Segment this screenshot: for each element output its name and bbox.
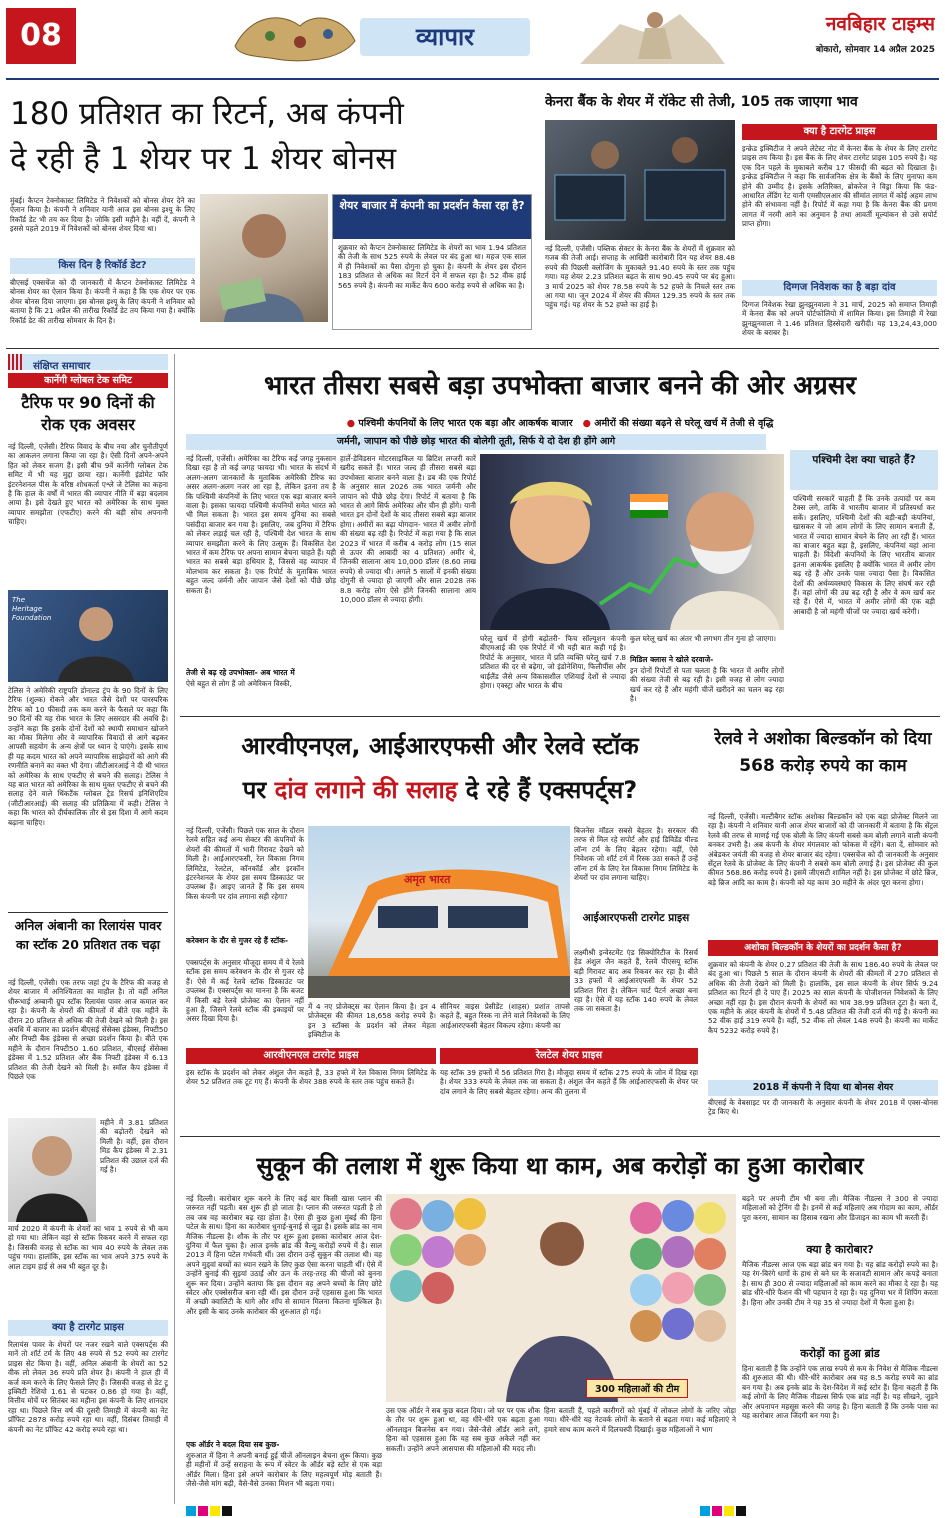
ashoka-body: नई दिल्ली, एजेंसी। मल्टीबैगर स्टॉक अशोका बिल्डकॉन को एक बड़ा प्रोजेक्ट मिलने जा रहा है। कंपनी ने शनिवार यानी आज शेयर बाजारों को दी जानकारी में बताया है कि सेंट्रल रेलवे की तरफ से माणई गई एक बोली के लिए कंपनी सबसे कम बोली लगाने वाली कंपनी बनकर उभरी है। अब कंपनी के शेयर मंगलवार को फोकस में रहेंगे। बता दें, सोमवार को अंबेडकर जयंती की वजह से शेयर बाजार बंद रहेगा। एक्सचेंज को दी जानकारी के अनुसार सेंट्रल रेलवे के प्रोजेक्ट के लिए कंपनी ने सबसे कम बोली लगाई है। इस प्रोजेक्ट की कुल कीमत 568.86 करोड़ रुपये है। इसमें जीएसटी शामिल नहीं है। इस प्रोजेक्ट में छोटे ब्रिज, बड़े ब्रिज आदि का काम है। कंपनी को यह काम 30 महीने के अंदर पूरा करना होगा। <box>708 812 938 887</box>
dateline: बोकारो, सोमवार 14 अप्रैल 2025 <box>815 45 935 55</box>
irfc-head: आईआरएफसी टारगेट प्राइस <box>582 912 690 924</box>
bonus-body2: बीएसई एक्सचेंज को दी जानकारी में कैप्टन टेक्नोकास्ट लिमिटेड ने बोनस शेयर का ऐलान किया है। कंपनी ने कहा है कि एक शेयर पर एक शेयर बोनस दिया जाएगा। इस बोनस इश्यू के लिए कंपनी ने शनिवार को बताया है कि 21 अप्रैल की तारीख रिकॉर्ड डेट तय किया गया है। क्योंकि रिकॉर्ड डेट की तारीख सोमवार के दिन है। <box>10 278 195 325</box>
bonus-headline-line1: 180 प्रतिशत का रिटर्न, अब कंपनी <box>10 96 404 132</box>
ashoka-headline: रेलवे ने अशोका बिल्डकॉन को दिया 568 करोड़ रुपये का काम <box>714 729 932 776</box>
rail-body2: में 4 नए प्रोजेक्ट्स का ऐलान किया है। इन 4 प्रोजेक्ट्स की कीमत 18,658 करोड़ रुपये है। इन 3 स्टॉक्स के प्रदर्शन को लेकर मेहता इक्विटीज के <box>308 1002 436 1040</box>
anil-body3: मार्च 2020 में कंपनी के शेयरों का भाव 1 रुपये से भी कम हो गया था। लेकिन वहां से स्टॉक रिकवर करने में सफल रहा है। जिसकी वजह से स्टॉक का भाव 40 रुपये के लेवल तक पहुंच गया। हालांकि, इस स्टॉक का भाव अपने 375 रुपये के आल टाइम हाई से अब भी बहुत दूर है। <box>8 1224 168 1271</box>
canara-headline: केनरा बैंक के शेयर में रॉकेट सी तेजी, 105 तक जाएगा भाव <box>545 94 858 110</box>
tellis-photo-caption: The Heritage Foundation <box>12 596 52 622</box>
bonus-photo <box>200 194 328 322</box>
rail-headline <box>180 724 700 820</box>
canara-body: नई दिल्ली, एजेंसी। पब्लिक सेक्टर के केनरा बैंक के शेयरों में शुक्रवार को गजब की तेजी आई। सप्ताह के आखिरी कारोबारी दिन यह शेयर 88.48 रुपये की पिछली क्लोजिंग के मुकाबले 91.40 रुपये के स्तर तक पहुंच गया। यह शेयर 2.23 प्रतिशत बढ़त के साथ 90.45 रुपये पर बंद हुआ। 3 मार्च 2025 को शेयर 78.58 रुपये के 52 हफ्ते के निचले स्तर तक आ गया था। जून 2024 में शेयर की कीमत 129.35 रुपये के स्तर तक पहुंच गई। यह शेयर के 52 हफ्ते का हाई है। <box>545 244 735 310</box>
yarn-photo <box>386 1194 736 1402</box>
sukoon-crore-head: करोड़ों का हुआ ब्रांड <box>800 1347 880 1360</box>
consumer-headline: भारत तीसरा सबसे बड़ा उपभोक्ता बाजार बनने की ओर अग्रसर <box>263 371 857 401</box>
anil-body2: महीने में 3.81 प्रतिशत की बढ़ोतरी देखने को मिली है। वहीं, इस दौरान मिड कैप इंडेक्स में 2.31 प्रतिशत की उछाल दर्ज की गई है। <box>100 1118 168 1175</box>
canara-investor-body: दिग्गज निवेशक रेखा झुनझुनवाला ने 31 मार्च, 2025 को समाप्त तिमाही में केनरा बैंक को अपने पोर्टफोलियो में शामिल किया। इस तिमाही में रेखा झुनझुनवाला ने 1.46 प्रतिशत हिस्सेदारी खरीदी। यह 13,24,43,000 शेयर के बराबर है। <box>742 300 937 338</box>
consumer-body3: घरेलू खर्च में होगी बढ़ोतरी- फिच सॉल्यूशन कंपनी बीएमआई की एक रिपोर्ट में भी यही बात कही गई है। रिपोर्ट के अनुसार, भारत में प्रति व्यक्ति घरेलू खर्च 7.8 प्रतिशत की दर से बढ़ेगा, जो इंडोनेशिया, फिलीपींस और थाईलैंड जैसे अन्य विकासशील एशियाई देशों से ज्यादा होगा। एक्स्ट्रा और भारत के बीच <box>480 634 626 691</box>
masthead-rule <box>6 78 939 80</box>
rail-rule <box>180 1136 940 1137</box>
train-label: अमृत भारत <box>404 873 451 886</box>
consumer-rule <box>180 716 940 717</box>
sukoon-body1b: शुरुआत में हिना ने अपनी बनाई हुई चीजें ऑनलाइन बेचना शुरू किया। कुछ ही महीनों में उन्हें सराहना के रूप में स्वेटर के ऑर्डर बड़े स्टोर से एक बड़ा ऑर्डर मिला। हिना इसे अपने कारोबार के लिए महत्वपूर्ण मोड़ बताती हैं। जैसे-जैसे मांग बढ़ी, वैसे-वैसे उनका मिशन भी बढ़ता गया। <box>186 1451 382 1489</box>
ashoka-perf-body: शुक्रवार को कंपनी के शेयर 0.27 प्रतिशत की तेजी के साथ 186.40 रुपये के लेवल पर बंद हुआ था। पिछले 5 साल के दौरान कंपनी के शेयरों की कीमतों में 270 प्रतिशत से अधिक की तेजी देखने को मिली है। हालांकि, इस साल कंपनी के शेयर सिर्फ 9.24 प्रतिशत का रिटर्न ही दे पाए हैं। 2025 का साल कंपनी के पोजीशनल निवेशकों के लिए अच्छा नहीं रहा है। इस दौरान कंपनी के शेयरों का भाव 38.99 प्रतिशत टूटा है। बता दें, एक महीने के अंदर कंपनी के शेयरों में 5.48 प्रतिशत की तेजी दर्ज की गई है। कंपनी का 52 वीक हाई 319 रुपये है। वहीं, 52 वीक लो लेवल 148 रुपये है। कंपनी का मार्केट कैप 5232 करोड़ रुपये है। <box>708 960 938 1035</box>
western-head: पश्चिमी देश क्या चाहते हैं? <box>790 450 938 490</box>
tariff-headline: टैरिफ पर 90 दिनों की रोक एक अवसर <box>21 393 155 434</box>
train-photo <box>308 826 570 998</box>
sukoon-body4: बढ़ने पर अपनी टीम भी बना ली। मैजिक नीडल्स ने 300 से ज्यादा महिलाओं को ट्रेनिंग दी है। इनमें से कई महिलाएं अब गोदाम का काम, ऑर्डर पूरा करना, सामान का हिसाब रखना और डिजाइन का काम भी करती हैं। <box>742 1194 938 1222</box>
bonus-box <box>332 194 532 330</box>
tellis-photo <box>8 590 168 682</box>
anil-photo <box>8 1118 96 1222</box>
rail-body1b: एक्सपर्ट्स के अनुसार मौजूदा समय में ये रेलवे स्टॉक इस समय करेक्शन के दौर से गुजर रहे हैं। ऐसे में कई रेलवे स्टॉक डिस्काउंट पर उपलब्ध हैं। एक्सपर्ट्स का मानना है कि बजट में किसी बड़े रेलवे प्रोजेक्ट का ऐलान नहीं हुआ है, जिसने रेलवे स्टॉक की इकाइयों पर असर दिखा दिया है। <box>186 958 304 1024</box>
bonus-headline <box>10 92 530 190</box>
canara-target-head: क्या है टारगेट प्राइस <box>742 124 937 140</box>
bonus-box-title: शेयर बाजार में कंपनी का प्रदर्शन कैसा रहा है? <box>333 195 531 239</box>
consumer-body1b: ऐसे बहुत से लोग हैं जो अमेरिकन विस्की, <box>186 679 292 688</box>
sukoon-body1: नई दिल्ली। कारोबार शुरू करने के लिए कई बार किसी खास प्लान की जरूरत नहीं पड़ती। बस शुरू ही हो जाता है। प्लान की जरूरत पड़ती है तो तब जब वह कारोबार बढ़ रहा होता है। ऐसा ही कुछ हुआ मुंबई की हिना पटेल के साथ। हिना का कारोबार धुनाई-बुनाई से जुड़ा है। इसके ब्रांड का नाम मैजिक नीडल्स है। शौक के तौर पर शुरू हुआ इसका कारोबार आज देश-दुनिया में फैल चुका है। आज इनके ब्रांड की वैल्यू करोड़ों रुपये में है। साल 2013 में हिना पटेल गर्भवती थीं। उस दौरान उन्हें सुकून की तलाश थी। वह अपने मुड्वां बच्चों का ध्यान रखने के लिए कुछ ऐसा करना चाहती थीं। ऐसे में उन्होंने बुनाई की सुइयां उठाईं और ऊन के तरह-तरह की चीजों को बुनना शुरू कर दिया। उन्होंने बताया कि इस दौरान वह अपने बच्चों के लिए छोटे स्वेटर और एक्सेसरीज बना रही थीं। इस दौरान उन्हें एहसास हुआ कि भारत में अच्छी क्वालिटी के धागे और शाॅप से सामान मिलना कितना मुश्किल है। और इसी के बाद उनके कारोबार की शुरुआत हो गई। <box>186 1194 382 1316</box>
railtel-body: यह स्टॉक 39 हफ्तों में 56 प्रतिशत गिरा है। मौजूदा समय में स्टॉक 275 रुपये के जोन में दिख रहा है। शेयर 333 रुपये के लेवल तक जा सकता है। अंशुल जैन कहते हैं कि आईआरएफसी के शेयर पर दांव लगाने के लिए सबसे बेहतर रहेगा। अन्य की तुलना में <box>440 1068 698 1096</box>
rail-body4: बिजनेस मॉडल सबसे बेहतर है। सरकार की तरफ से मिल रहे सपोर्ट और हाई डिविडेंड यील्ड लॉन्ग टर्म के लिए बेहतर रहेगा। वहीं, ऐसे निवेशक जो शॉर्ट टर्म में रिस्क उठा सकते हैं उन्हें लॉन्ग टर्म के लिए रेल विकास निगम लिमिटेड के शेयरों पर दांव लगाना चाहिए। <box>574 826 698 883</box>
paper-name: नवबिहार टाइम्स <box>825 13 935 35</box>
masthead-map-art <box>230 6 360 68</box>
consumer-bullet-2: अमीरों की संख्या बढ़ने से घरेलू खर्च में तेजी से वृद्धि <box>594 418 774 429</box>
railtel-head: रेलटेल शेयर प्राइस <box>440 1048 698 1064</box>
ashoka-perf-head: अशोका बिल्डकॉन के शेयरों का प्रदर्शन कैसा है? <box>708 940 938 956</box>
rail-body1-head: करेक्शन के दौर से गुजर रहे हैं स्टॉक- <box>186 936 288 945</box>
sukoon-headline: सुकून की तलाश में शुरू किया था काम, अब करोड़ों का हुआ कारोबार <box>256 1152 864 1180</box>
sukoon-what-body: मैजिक नीडल्स आज एक बड़ा ब्रांड बन गया है। यह ब्रांड करोड़ों रुपये का है। यह रंग-बिरंगे धागों के हाथ से बने घर के सजावटी सामान और कपड़े बनाता है। साथ ही 300 से ज्यादा महिलाओं को काम करने का मौका दे रहा है। यह ब्रांड धीरे-धीरे फैशन की भी पहचान दे रहा है। यह दुनिया भर में शिपिंग करता है। हिना और उनकी टीम ने यह 35 से ज्यादा देशों में फैला हुआ है। <box>742 1260 938 1307</box>
bonus-body: मुंबई। कैप्टन टेक्नोकास्ट लिमिटेड ने निवेशकों को बोनस शेयर देने का ऐलान किया है। कंपनी ने शनिवार यानी आज इस बोनस इश्यू के लिए रिकॉर्ड डेट भी तय कर दिया है। जोकि इसी महीने है। वहीं दें, कंपनी ने इससे पहले 2019 में निवेशकों को बोनस शेयर दिया था। <box>10 196 195 234</box>
rail-headline-post: दे रहे हैं एक्सपर्ट्स? <box>457 776 638 804</box>
canara-photo <box>545 120 735 240</box>
section-title: व्यापार <box>415 23 474 51</box>
sukoon-body1-head: एक ऑर्डर ने बदल दिया सब कुछ- <box>186 1440 280 1449</box>
sidebar-tag: कार्नेगी ग्लोबल टेक समिट <box>8 373 168 388</box>
sukoon-what-head: क्या है कारोबार? <box>806 1243 874 1256</box>
sukoon-body3: हिना बताती हैं, पहले कारीगरों को मुंबई में लोकल लोगों के जरिए जोड़ा गया। धीरे-धीरे यह नेटवर्क लोगों के बताने से बढ़ता गया। कई महिलाएं ने हमारे साथ काम करने में दिलचस्पी दिखाई। कुछ महिलाओं ने भाग <box>544 1406 736 1434</box>
consumer-strap: जर्मनी, जापान को पीछे छोड़ भारत की बोलेगी तूती, सिर्फ ये दो देश ही होंगे आगे <box>186 434 766 450</box>
top-section-rule <box>6 348 939 349</box>
rail-headline-pre: पर <box>242 776 275 804</box>
anil-body1: नई दिल्ली, एजेंसी। एक तरफ जहां ट्रंप के टैरिफ की वजह से शेयर बाजार में अनिश्चितता का माहौल है। तो वहीं अनिल धीरूभाई अम्बानी ग्रुप स्टॉक रिलायंस पावर आज कमाल कर रहा है। कंपनी के शेयरों की कीमतों में बीते एक महीने के दौरान 20 प्रतिशत से अधिक की तेजी देखने को मिली है। इस अवधि में बाजार का प्रदर्शन बीएसई सेंसेक्स इंडेक्स, निफ्टी50 और निफ्टी बैंक इंडेक्स से अच्छा प्रदर्शन किया है। बीते एक महीने के दौरान निफ्टी50 1.60 प्रतिशत, बीएसई सेंसेक्स इंडेक्स में 1.52 प्रतिशत और बैंक निफ्टी इंडेक्स में 6.13 प्रतिशत की तेजी देखने को मिली है। स्मॉल कैप इंडेक्स में पिछले एक <box>8 978 168 1082</box>
rail-body1: नई दिल्ली, एजेंसी। पिछले एक साल के दौरान रेलवे सहित कई अन्य सेक्टर की कंपनियों के शेयरों की कीमतों में भारी गिरावट देखने को मिली है। आईआरएफसी, रेल विकास निगम लिमिटेड, रेलटेल, कॉनकॉर्ड और इरकॉन इंटरनेशनल के शेयर इस समय डिस्काउंट पर उपलब्ध हैं। आइए जानते हैं कि इस समय किस कंपनी पर दांव लगाना सही रहेगा? <box>186 826 304 901</box>
bonus-box-body: शुक्रवार को कैप्टन टेक्नोकास्ट लिमिटेड के शेयरों का भाव 1.94 प्रतिशत की तेजी के साथ 525 रुपये के लेवल पर बंद हुआ था। महज एक साल में ही निवेशकों का पैसा दोगुना हो चुका है। कंपनी के शेयर इस दौरान 183 प्रतिशत से अधिक का रिटर्न देने में सफल रहा है। 52 वीक हाई 565 रुपये है। कंपनी का मार्केट कैप 600 करोड़ रुपये से अधिक का है। <box>338 243 526 290</box>
ashoka-bonus-body: बीएसई के वेबसाइट पर दी जानकारी के अनुसार कंपनी के शेयर 2018 में एक्स-बोनस ट्रेड किए थे। <box>708 1098 938 1117</box>
irfc-body: लक्ष्मीश्री इन्वेस्टमेंट एंड सिक्योरिटीज के रिसर्च हेड अंशुल जैन कहते हैं, रेलवे पीएसयू स्टॉक बड़ी गिरावट बाद अब रिकवर कर रहा है। बीते 33 हफ्तों में आईआरएफसी के शेयर 52 प्रतिशत गिरा है। लेकिन चार्ट पैटर्न अच्छा बना रहा है। ऐसे में यह स्टॉक 140 रुपये के लेवल तक जा सकता है। <box>574 948 698 1014</box>
western-body: पश्चिमी सरकारें चाहती हैं कि उनके उत्पादों पर कम टैक्स लगे, ताकि वे भारतीय बाजार में प्रतिस्पर्धा कर सकें। इसलिए, पश्चिमी देशों की बड़ी-बड़ी कंपनियां, खासकर वे जो आम लोगों के लिए सामान बनाती हैं, भारत में ज्यादा सामान बेचने के लिए आ रही हैं। भारत का बाजार बहुत बड़ा है, इसलिए, कंपनियां यहां आना चाहती हैं। विदेशी कंपनियों के लिए भारतीय बाजार इतना आकर्षक इसलिए है क्योंकि भारत में अमीर लोग बढ़ रहे हैं और उनके पास ज्यादा पैसा है। विकसित देशों की अर्थव्यवस्थाएं विकास के लिए संघर्ष कर रही हैं। वहां लोगों की उम्र बढ़ रही है और वे कम खर्च कर रहे हैं। ऐसे में, भारत में अमीर लोगों की एक बड़ी आबादी है जो महंगी चीजों पर ज्यादा खर्च करेगी। <box>793 494 935 616</box>
sukoon-crore-body: हिना बताती हैं कि उन्होंने एक लाख रुपये से कम के निवेश से मैजिक नीडल्स की शुरुआत की थी। धीरे-धीरे कारोबार अब यह 8.5 करोड़ रुपये का ब्रांड बन गया है। अब इनके ब्रांड के देश-विदेश में कई स्टोर हैं। हिना कहती हैं कि कई लोगों के लिए मैजिक नीडल्स सिर्फ एक ब्रांड नहीं है। यह सीखने, जुड़ने और अपनापन महसूस करने की जगह है। हिना बताती हैं कि उनके पास का यह कारोबार आज जिंदगी बन गया है। <box>742 1364 938 1421</box>
canara-target-body: इन्क्रेड इक्विटीज ने अपने लेटेस्ट नोट में केनरा बैंक के शेयर के लिए टारगेट प्राइस तय किया है। इस बैंक के लिए शेयर टारगेट प्राइस 105 रुपये है। यह एक दिन पहले के मुकाबले करीब 17 फीसदी की बढ़त को दिखाता है। इन्क्रेड इक्विटीज ने कहा कि सार्वजनिक क्षेत्र के बैंकों के लिए मुनाफा कम होने की उम्मीद है। इसके अतिरिक्त, ब्रोकरेज ने विड्रा किया कि फंड-आधारित लेंडिंग रेट यानी एमसीएलआर की सीमांत लागत में कोई अहम लाभ होने की संभावना नहीं है। रिपोर्ट में कहा गया है कि केनरा बैंक की प्रगण लागत में नरमी आने का अनुमान है तथा आवर्ती मूल्यांकन से उसे सपोर्ट प्राप्त होगा। <box>742 144 937 229</box>
western-box <box>790 450 938 710</box>
masthead-figure-art <box>560 4 730 72</box>
registration-marks-right <box>700 1506 746 1516</box>
consumer-body4b: इन दोनों रिपोर्टों से पता चलता है कि भारत में अमीर लोगों की संख्या तेजी से बढ़ रही है। इसी वजह से लोग ज्यादा खर्च कर रहे हैं और महंगी चीजें खरीदने का चलन बढ़ रहा है। <box>630 666 784 704</box>
consumer-body4-head: मिडिल क्लास ने खोले दरवाजे- <box>630 655 714 664</box>
anil-headline: अनिल अंबानी का रिलायंस पावर का स्टॉक 20 प्रतिशत तक चढ़ा <box>14 918 162 952</box>
tariff-body1: नई दिल्ली, एजेंसी। टैरिफ विवाद के बीच नया और चुनौतीपूर्ण का आकलन लगाना किया जा रहा है। ऐसी दिनों अपने-अपने हित को लेकर सजग हैं। इसी बीच 9वें कार्नेगी ग्लोबल टेक समिट में भी यह मुद्दा छाया रहा। कार्नेगी इंडोमेट फॉर इंटरनेशनल पीस के वरिष्ठ शोधकर्ता एश्ले जे टेलिस का कहना है कि हाल के वर्षों में भारत की व्यापार नीति में बड़ा बदलाव आया है। इसे देखते हुए भारत को अमेरिका के साथ मुक्त व्यापार समझौता (एफटीए) करने की बड़ी सोच अपनानी चाहिए। <box>8 442 168 527</box>
rvnl-body: इस स्टॉक के प्रदर्शन को लेकर अंशुल जैन कहते हैं, 33 हफ्ते में रेल विकास निगम लिमिटेड के शेयर 52 प्रतिशत तक टूट गए हैं। कंपनी के शेयर 388 रुपये के स्तर तक पहुंच सकते हैं। <box>186 1068 436 1087</box>
bonus-subhead: किस दिन है रिकॉर्ड डेट? <box>10 258 195 274</box>
ashoka-bonus-head: 2018 में कंपनी ने दिया था बोनस शेयर <box>708 1080 938 1096</box>
team-label: 300 महिलाओं की टीम <box>586 1379 688 1398</box>
registration-marks-left <box>186 1506 232 1516</box>
tariff-body2: टेलिस ने अमेरिकी राष्ट्रपति डोनाल्ड ट्रंप के 90 दिनों के लिए टैरिफ (शुल्क) रोकने और भारत जैसे देशों पर पारस्परिक टैरिफ को 10 फीसदी तक कम करने के फैसले पर कहा कि 90 दिनों की यह रोक भारत के लिए असरदार की अवधि है। उन्होंने कहा कि इसके दोनों देशों को स्थायी समाधान खोजने का मौका मिलेगा और वे व्यापारिक विवादों से आगे बढ़कर आपसी सहयोग के अन्य क्षेत्रों पर ध्यान दे पाएंगे। इसके साथ ही यह कदम भारत को अपने व्यापारिक साझेदारों को आगे की रणनीति बनाने का वक्त भी देगा। जीटीआरआई ने दी थी भारत को अमेरिका के साथ एफटीए से बचने की सलाह। टेलिस ने यह बात भारत को अमेरिका के साथ मुक्त एफटीए से बचने की सलाह देने वाले थिंकटैंक ग्लोबल ट्रेड रिसर्च इनिशिएटिव (जीटीआरआई) की सलाह की प्रतिक्रिया में कही। टेलिस ने कहा कि भारत को दीर्घकालिक तौर से इस दिशा में आगे कदम बढ़ाना चाहिए। <box>8 686 168 827</box>
consumer-bullet-1: पश्चिमी कंपनियों के लिए भारत एक बड़ा और आकर्षक बाजार <box>358 418 573 429</box>
consumer-bullets: ● पश्चिमी कंपनियों के लिए भारत एक बड़ा और आकर्षक बाजार ● अमीरों की संख्या बढ़ने से घरेलू खर्च में तेजी से वृद्धि <box>346 418 774 429</box>
consumer-body1b-head: तेजी से बढ़ रहे उपभोक्ता- अब भारत में <box>186 668 295 677</box>
sidebar-label-text: संक्षिप्त समाचार <box>33 361 91 370</box>
consumer-body4: कुल घरेलू खर्च का अंतर भी लगभग तीन गुना हो जाएगा। <box>630 634 776 643</box>
rvnl-head: आरवीएनएल टारगेट प्राइस <box>186 1048 436 1064</box>
sidebar-rule <box>8 912 168 913</box>
bonus-headline-line2: दे रही है 1 शेयर पर 1 शेयर बोनस <box>10 141 397 177</box>
sidebar-label <box>8 354 168 370</box>
anil-target-body: रिलायंस पावर के शेयरों पर नजर रखने वाले एक्सपर्ट्स की मानें तो शॉर्ट टर्म के लिए 48 रुपये से 52 रुपये का टारगेट प्राइस सेट किया है। वहीं, अनिल अंबानी के शेयरों का 52 वीक लो लेवल 36 रुपये प्रति शेयर है। कंपनी ने हाल ही में कर्ज कम करने के लिए फैसले लिए हैं। जिसकी वजह से डेट टू इक्विटी रेशियो 1.61 से घटकर 0.86 हो गया है। वहीं, वित्तीय मोर्चे पर सितंबर का महीना इस कंपनी के लिए शानदार रहा था। पिछले वित्त वर्ष की दूसरी तिमाही में कंपनी का नेट प्रॉफिट 2878 करोड़ रुपये रहा था। वहीं, दिसंबर तिमाही में कंपनी का नेट प्रॉफिट 42 करोड़ रुपये रहा था। <box>8 1340 168 1434</box>
section-banner <box>360 18 530 56</box>
sidebar-divider <box>174 354 175 1504</box>
sukoon-body2: उस एक ऑर्डर ने सब कुछ बदल दिया। जो घर पर एक शौक के तौर पर शुरू हुआ था, वह धीरे-धीरे एक बढ़ता हुआ ऑनलाइन बिजनेस बन गया। जैसे-जैसे ऑर्डर आने लगे, हिना को एहसास हुआ कि यह सब कुछ अकेले नहीं कर सकतीं। उन्होंने अपने आसपास की महिलाओं की मदद ली। <box>386 1406 540 1453</box>
page-number: 08 <box>6 8 76 64</box>
rail-headline-line2 <box>180 768 700 812</box>
anil-target-head: क्या है टारगेट प्राइस <box>8 1320 168 1336</box>
trump-modi-photo <box>480 454 784 630</box>
rail-headline-red: दांव लगाने की सलाह <box>274 776 458 804</box>
rail-body3: सीनियर वाइस प्रेसीडेंट (शाहस) प्रशांत तापसे कहते हैं, बहुत रिस्क ना लेने वाले निवेशकों के लिए आईआरएफसी बेहतर विकल्प रहेगा। कंपनी का <box>440 1002 570 1030</box>
canara-investor-head: दिग्गज निवेशक का है बड़ा दांव <box>742 280 937 296</box>
rail-headline-line1: आरवीएनएल, आईआरएफसी और रेलवे स्टॉक <box>241 732 639 760</box>
consumer-body2: हार्ले-डेविडसन मोटरसाइकिल या ब्रिटिश लग्जरी कारें खरीद सकते हैं। भारत जल्द ही तीसरा सबसे बड़ा उपभोक्ता बाजार बनने वाला है। डब की एक रिपोर्ट के अनुसार साल 2026 तक भारत जर्मनी और जापान को पीछे छोड़ देगा। रिपोर्ट में बताया है कि भारत से आगे सिर्फ अमेरिका और चीन ही होंगे। यानी भारत इन दोनों देशों के बाद तीसरा सबसे बड़ा बाजार होगा। अमीरों का बढ़ा योगदान- भारत में अमीर लोगों की संख्या बढ़ रही है। रिपोर्ट में कहा गया है कि साल 2023 में भारत में करीब 4 करोड़ लोग (15 साल से ऊपर की आबादी का 4 प्रतिशत) अमीर थे, जिनकी सालाना आय 10,000 डॉलर (8.60 लाख रुपये) से ज्यादा थी। अगले 5 सालों में इनकी संख्या दोगुनी से ज्यादा हो जाएगी और साल 2028 तक 8.8 करोड़ लोग ऐसे होंगे जिनकी सालाना आय 10,000 डॉलर से ज्यादा होगी। <box>340 454 476 605</box>
consumer-body1: नई दिल्ली, एजेंसी। अमेरिका का टैरिफ कई जगह नुकसान दिखा रहा है तो कई जगह फायदा भी। भारत के संदर्भ में अलग-अलग जानकारों के मुताबिक अमेरिकी टैरिफ का असर अलग-अलग नजर आ रहा है, लेकिन इतना तय है कि पश्चिमी कंपनियों के लिए भारत एक बड़ा बाजार बनने वाला है। इसका फायदा पश्चिमी कंपनियों समेत भारत को भी मिल सकता है। भारत इस समय दुनिया का सबसे पसंदीदा बाजार बन गया है। इसलिए, जब दुनिया में टैरिफ को लेकर लड़ाई चल रही है, पश्चिमी देश भारत के साथ व्यापार समझौता करने के लिए उत्सुक हैं। विकसित देश भारत में कम टैरिफ पर अपना सामान बेचना चाहते हैं। यही भारत का सबसे बड़ा हथियार है, जिससे वह व्यापार में मोलभाव कर सकता है। एक रिपोर्ट के मुताबिक भारत बहुत जल्द जर्मनी और जापान जैसे देशों को पीछे छोड़ सकता है। <box>186 454 336 595</box>
masthead <box>0 0 945 76</box>
